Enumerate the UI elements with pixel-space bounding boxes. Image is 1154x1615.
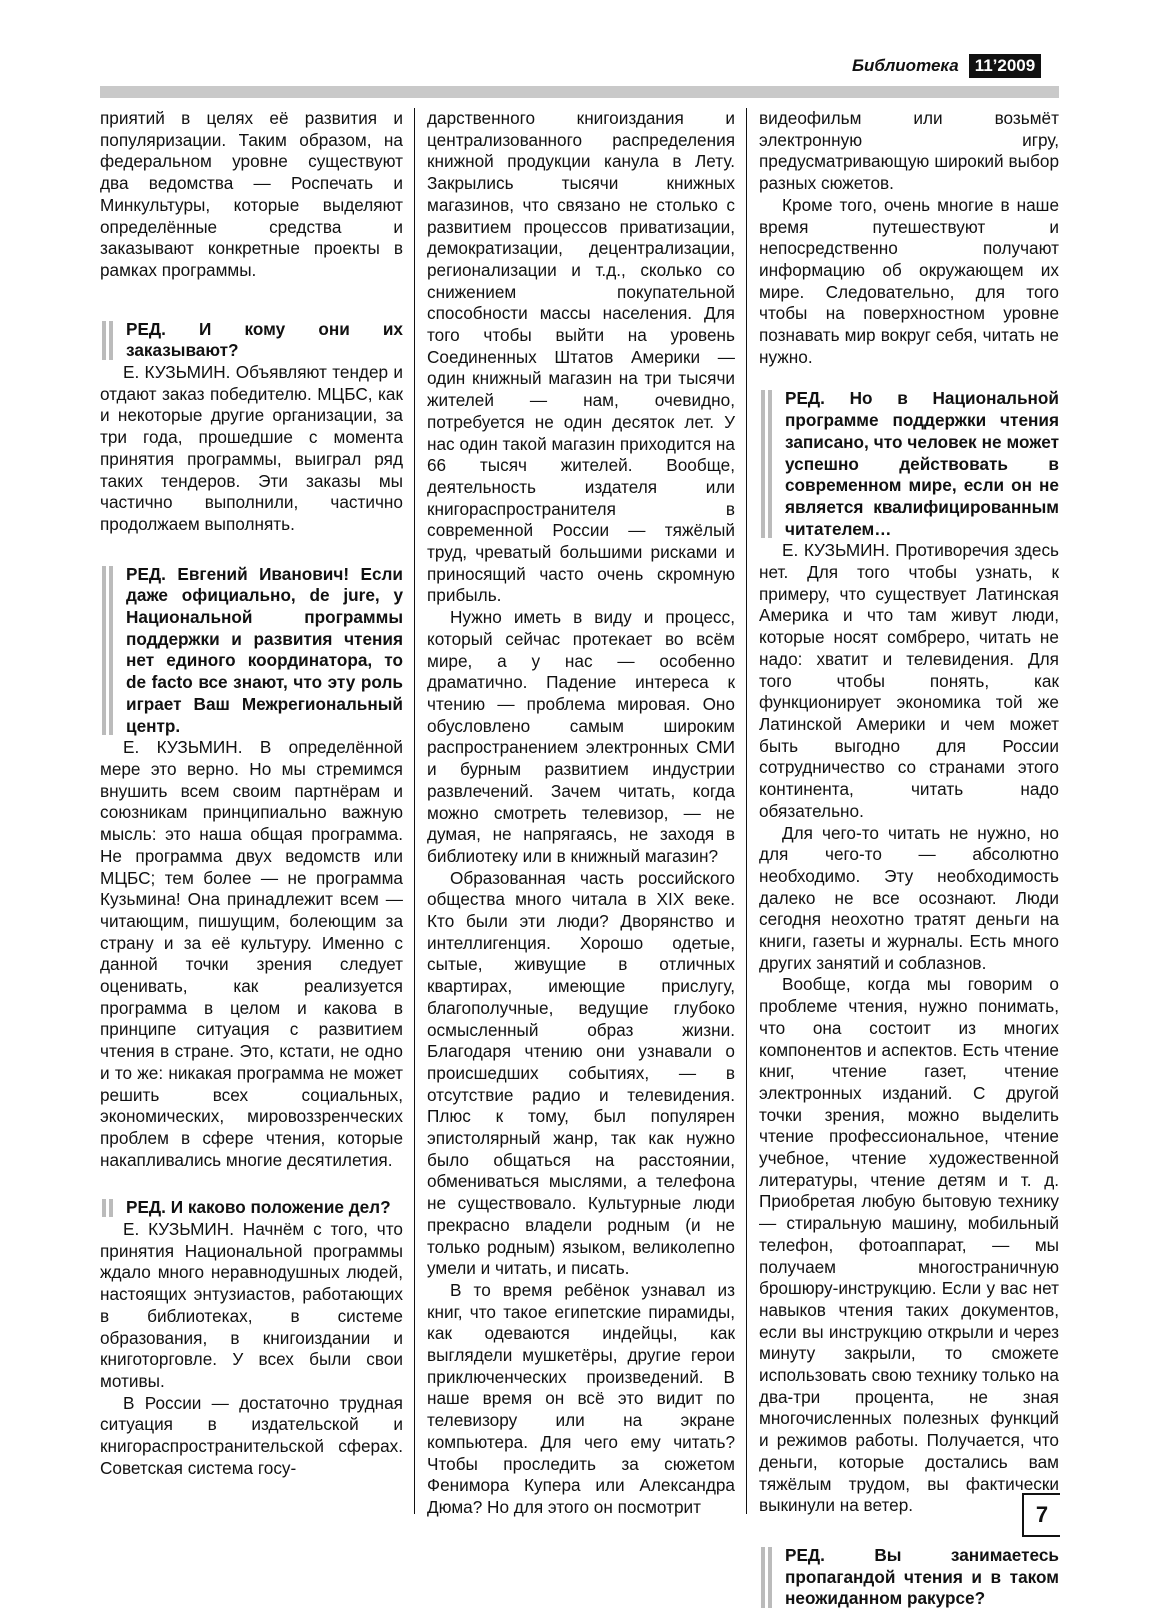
publication-title: Библиотека <box>852 56 959 75</box>
paragraph: Образованная часть российского общества много читала в XIX веке. Кто были эти люди? Дворянство и интеллигенция. Хорошо одетые, сытые, живущие в отличных квартирах, имеющие прислугу, благополучные, ведущие глубоко осмысленный образ жизни. Благодаря чтению они узнавали о происшедших событиях, — в отсутствие радио и телевидения. Плюс к тому, был популярен эпистолярный жанр, так как нужно было общаться на расстоянии, обмениваться мыслями, а телефона не существовало. Культурные люди прекрасно владели родным (и не только родным) языком, великолепно умели и читать, и писать. <box>427 867 735 1279</box>
page-number: 7 <box>1022 1493 1060 1537</box>
paragraph: Е. КУЗЬМИН. Начнём с того, что принятия Национальной программы ждало много неравнодушных людей, настоящих энтузиастов, работающих в библиотеках, в системе образования, в книгоиздании и книготорговле. У всех были свои мотивы. <box>100 1219 403 1391</box>
paragraph: Е. КУЗЬМИН. Противоречия здесь нет. Для того чтобы узнать, к примеру, что существует Латинская Америка и что там живут люди, которые носят сомбреро, читать не надо: хватит и телевидения. Для того чтобы понять, как функционирует экономика той же Латинской Америки и чем может быть выгодно для России сотрудничество со странами этого континента, читать надо обязательно. <box>759 540 1059 821</box>
question-text: РЕД. И каково положение дел? <box>126 1197 391 1218</box>
header-rule <box>100 86 1059 98</box>
running-header <box>852 54 1041 78</box>
column-1 <box>100 108 403 1479</box>
editor-question <box>100 1197 403 1219</box>
question-text: РЕД. Евгений Иванович! Если даже официально, de jure, у Национальной программы поддержки и развития чтения нет единого координатора, то de facto все знают, что эту роль играет Ваш Межрегиональный центр. <box>126 563 403 736</box>
editor-question <box>759 1545 1059 1610</box>
column-3 <box>759 108 1059 1610</box>
paragraph: дарственного книгоиздания и централизованного распределения книжной продукции канула в Лету. Закрылись тысячи книжных магазинов, что связано не столько с развитием процессов приватизации, демократизации, децентрализации, регионализации и т.д., сколько со снижением покупательной способности массы населения. Для того чтобы выйти на уровень Соединенных Штатов Америки — один книжный магазин на три тысячи жителей — нам, очевидно, потребуется не один десяток лет. У нас один такой магазин приходится на 66 тысяч жителей. Вообще, деятельность издателя или книгораспространителя в современной России — тяжёлый труд, чреватый большими рисками и приносящий часто очень скромную прибыль. <box>427 108 735 606</box>
editor-question <box>100 564 403 738</box>
editor-question <box>759 388 1059 540</box>
paragraph: Кроме того, очень многие в наше время путешествуют и непосредственно получают информацию об окружающем их мире. Следовательно, для того чтобы на поверхностном уровне познавать мир вокруг себя, читать не нужно. <box>759 194 1059 367</box>
issue-badge: 11’2009 <box>969 54 1042 78</box>
paragraph: Е. КУЗЬМИН. В определённой мере это верно. Но мы стремимся внушить всем своим партнёрам и союзникам принципиально важную мысль: это наша общая программа. Не программа двух ведомств или МЦБС; тем более — не программа Кузьмина! Она принадлежит всем — читающим, пишущим, болеющим за страну и за её культуру. Именно с данной точки зрения следует оценивать, как реализуется программа в целом и какова в принципе ситуация с развитием чтения в стране. Это, кстати, не одно и то же: никакая программа не может решить всех социальных, экономических, мировоззренческих проблем в сфере чтения, которые накапливались многие десятилетия. <box>100 737 403 1170</box>
paragraph: приятий в целях её развития и популяризации. Таким образом, на федеральном уровне существуют два ведомства — Роспечать и Минкультуры, которые выделяют определённые средства и заказывают конкретные проекты в рамках программы. <box>100 108 403 280</box>
paragraph: Е. КУЗЬМИН. Объявляют тендер и отдают заказ победителю. МЦБС, как и некоторые другие организации, за три года, прошедшие с момента принятия программы, выиграл ряд таких тендеров. Эти заказы мы частично выполнили, частично продолжаем выполнять. <box>100 362 403 534</box>
paragraph: видеофильм или возьмёт электронную игру, предусматривающую широкий выбор разных сюжетов. <box>759 108 1059 194</box>
editor-question <box>100 319 403 362</box>
question-text: РЕД. И кому они их заказывают? <box>126 318 403 361</box>
paragraph: Для чего-то читать не нужно, но для чего-то — абсолютно необходимо. Эту необходимость далеко не все осознают. Люди сегодня неохотно тратят деньги на книги, газеты и журналы. Есть много других занятий и соблазнов. <box>759 822 1059 973</box>
question-text: РЕД. Вы занимаетесь пропагандой чтения и в таком неожиданном ракурсе? <box>785 1545 1059 1609</box>
question-text: РЕД. Но в Национальной программе поддержки чтения записано, что человек не может успешно действовать в современном мире, если он не является квалифицированным читателем… <box>785 388 1059 539</box>
paragraph: Вообще, когда мы говорим о проблеме чтения, нужно понимать, что она состоит из многих компонентов и аспектов. Есть чтение книг, чтение газет, чтение электронных изданий. С другой точки зрения, можно выделить чтение профессиональное, чтение учебное, чтение художественной литературы, чтение детям и т. д. Приобретая любую бытовую технику — стиральную машину, мобильный телефон, фотоаппарат, — мы получаем многостраничную брошюру-инструкцию. Если у вас нет навыков чтения таких документов, если вы инструкцию открыли и через минуту закрыли, то сможете использовать свою технику только на два-три процента, не зная многочисленных полезных функций и режимов работы. Получается, что деньги, которые достались вам тяжёлым трудом, вы фактически выкинули на ветер. <box>759 974 1059 1516</box>
paragraph: В России — достаточно трудная ситуация в издательской и книгораспространительской сферах. Советская система госу- <box>100 1392 403 1478</box>
column-divider <box>746 108 747 1514</box>
paragraph: В то время ребёнок узнавал из книг, что такое египетские пирамиды, как одеваются индейцы, как выглядели мушкетёры, другие герои приключенческих произведений. В наше время он всё это видит по телевизору или на экране компьютера. Для чего ему читать? Чтобы проследить за сюжетом Фенимора Купера или Александра Дюма? Но для этого он посмотрит <box>427 1279 735 1517</box>
column-2 <box>427 108 735 1519</box>
paragraph: Нужно иметь в виду и процесс, который сейчас протекает во всём мире, а у нас — особенно драматично. Падение интереса к чтению — проблема мировая. Оно обусловлено самым широким распространением электронных СМИ и бурным развитием индустрии развлечений. Зачем читать, когда можно смотреть телевизор, — не думая, не напрягаясь, не заходя в библиотеку или в книжный магазин? <box>427 607 735 866</box>
column-divider <box>414 108 415 1514</box>
